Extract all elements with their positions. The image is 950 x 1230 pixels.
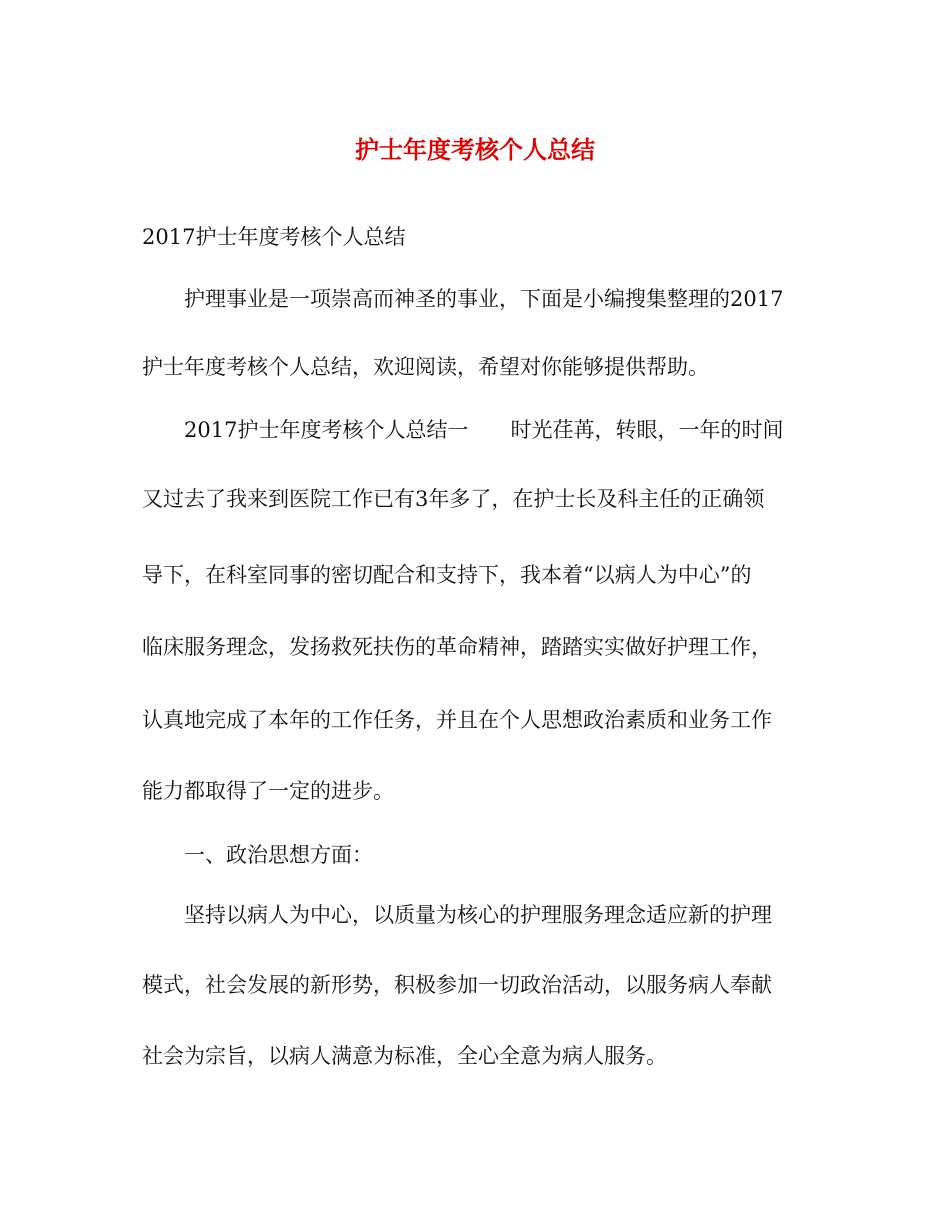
paragraph-line: 2017护士年度考核个人总结一 时光荏苒，转眼，一年的时间 — [184, 418, 784, 442]
subtitle-line: 2017护士年度考核个人总结 — [142, 225, 406, 249]
paragraph-line: 护士年度考核个人总结，欢迎阅读，希望对你能够提供帮助。 — [142, 355, 709, 379]
paragraph-line: 又过去了我来到医院工作已有3年多了，在护士长及科主任的正确领 — [142, 487, 765, 511]
paragraph-line: 认真地完成了本年的工作任务，并且在个人思想政治素质和业务工作 — [142, 708, 772, 732]
paragraph-line: 模式，社会发展的新形势，积极参加一切政治活动，以服务病人奉献 — [142, 973, 772, 997]
paragraph-line: 能力都取得了一定的进步。 — [142, 779, 394, 803]
paragraph-line: 临床服务理念，发扬救死扶伤的革命精神，踏踏实实做好护理工作， — [142, 635, 772, 659]
document-title: 护士年度考核个人总结 — [355, 135, 595, 164]
paragraph-line: 护理事业是一项崇高而神圣的事业，下面是小编搜集整理的2017 — [184, 287, 784, 311]
section-heading: 一、政治思想方面： — [184, 843, 373, 867]
paragraph-line: 社会为宗旨，以病人满意为标准，全心全意为病人服务。 — [142, 1044, 667, 1068]
paragraph-line: 坚持以病人为中心，以质量为核心的护理服务理念适应新的护理 — [184, 903, 772, 927]
paragraph-line: 导下，在科室同事的密切配合和支持下，我本着“以病人为中心”的 — [142, 563, 752, 587]
